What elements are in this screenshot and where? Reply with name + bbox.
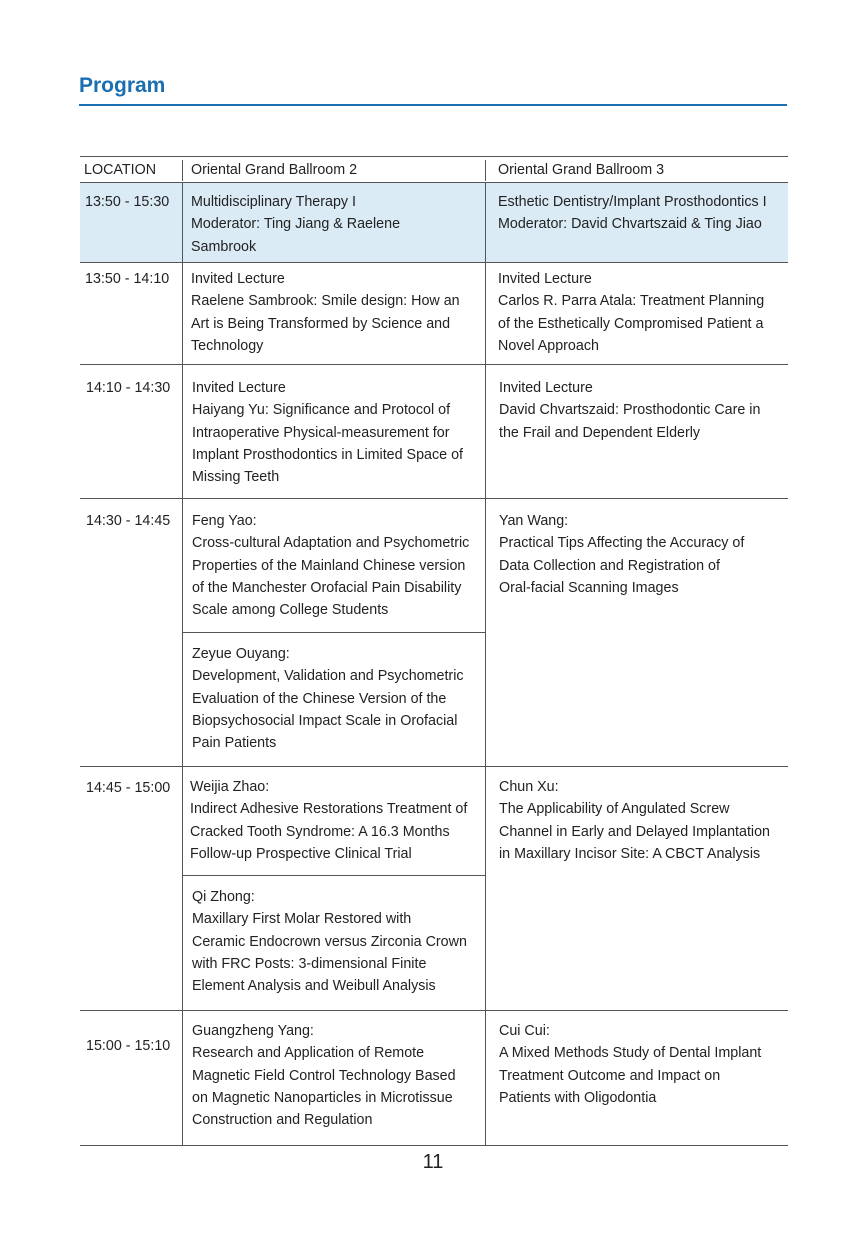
cell-line: Properties of the Mainland Chinese version <box>192 557 466 574</box>
column-rule <box>485 160 486 181</box>
row-ballroom-3 <box>499 377 760 444</box>
cell-line: Indirect Adhesive Restorations Treatment of <box>190 801 468 818</box>
page-heading: Program <box>79 74 166 97</box>
cell-line: A Mixed Methods Study of Dental Implant <box>499 1045 762 1062</box>
cell-line: Missing Teeth <box>192 469 280 486</box>
page-number: 11 <box>422 1151 444 1173</box>
cell-line: Construction and Regulation <box>192 1112 373 1129</box>
cell-line: Cracked Tooth Syndrome: A 16.3 Months <box>190 823 450 840</box>
column-rule <box>182 182 183 1145</box>
cell-line: Invited Lecture <box>498 271 592 287</box>
cell-line: Invited Lecture <box>192 380 286 396</box>
row-time: 14:45 - 15:00 <box>86 780 171 796</box>
row-time: 14:10 - 14:30 <box>86 380 171 396</box>
cell-line: Follow-up Prospective Clinical Trial <box>190 845 412 862</box>
cell-line: in Maxillary Incisor Site: A CBCT Analysis <box>499 845 761 862</box>
cell-line: the Frail and Dependent Elderly <box>499 424 701 441</box>
cell-line: on Magnetic Nanoparticles in Microtissue <box>192 1089 453 1106</box>
cell-line: of the Esthetically Compromised Patient a <box>498 315 764 332</box>
session-ballroom-2 <box>191 191 400 258</box>
row-rule <box>80 1010 788 1011</box>
row-ballroom-2-second <box>192 643 464 754</box>
cell-line: Haiyang Yu: Significance and Protocol of <box>192 402 451 419</box>
cell-line: Multidisciplinary Therapy I <box>191 194 357 210</box>
cell-line: Carlos R. Parra Atala: Treatment Planning <box>498 293 765 310</box>
cell-line: Practical Tips Affecting the Accuracy of <box>499 535 745 552</box>
column-rule <box>182 160 183 181</box>
cell-line: Data Collection and Registration of <box>499 557 720 574</box>
row-rule <box>80 498 788 499</box>
cell-line: Magnetic Field Control Technology Based <box>192 1067 456 1084</box>
cell-line: Treatment Outcome and Impact on <box>499 1067 721 1084</box>
row-rule <box>80 262 788 263</box>
cell-line: Patients with Oligodontia <box>499 1089 657 1106</box>
session-ballroom-3 <box>498 191 767 236</box>
header-rule <box>80 182 788 183</box>
cell-line: Qi Zhong: <box>192 889 255 905</box>
subrow-rule <box>182 632 485 633</box>
cell-line: Maxillary First Molar Restored with <box>192 911 412 928</box>
cell-line: Channel in Early and Delayed Implantation <box>499 823 771 840</box>
row-time: 15:00 - 15:10 <box>86 1038 171 1054</box>
row-ballroom-3 <box>499 1020 761 1109</box>
cell-line: Cross-cultural Adaptation and Psychometric <box>192 535 470 552</box>
cell-line: Moderator: David Chvartszaid & Ting Jiao <box>498 216 762 233</box>
table-bottom-rule <box>80 1145 788 1146</box>
cell-line: Implant Prosthodontics in Limited Space of <box>192 446 463 463</box>
heading-rule <box>79 104 787 106</box>
subrow-rule <box>182 875 485 876</box>
cell-line: Scale among College Students <box>192 602 389 619</box>
cell-line: Oral-facial Scanning Images <box>499 579 679 596</box>
cell-line: David Chvartszaid: Prosthodontic Care in <box>499 402 761 419</box>
header-ballroom-3: Oriental Grand Ballroom 3 <box>498 162 665 178</box>
cell-line: Novel Approach <box>498 337 599 354</box>
cell-line: Development, Validation and Psychometric <box>192 668 464 685</box>
header-ballroom-2: Oriental Grand Ballroom 2 <box>191 162 358 178</box>
row-ballroom-2-second <box>192 886 467 997</box>
cell-line: Ceramic Endocrown versus Zirconia Crown <box>192 933 467 950</box>
cell-line: Art is Being Transformed by Science and <box>191 315 451 332</box>
cell-line: Invited Lecture <box>191 271 285 287</box>
session-time: 13:50 - 15:30 <box>85 194 170 210</box>
row-ballroom-2 <box>192 377 463 488</box>
cell-line: Feng Yao: <box>192 513 257 529</box>
row-ballroom-3 <box>498 268 764 357</box>
cell-line: Chun Xu: <box>499 779 559 795</box>
cell-line: Moderator: Ting Jiang & Raelene <box>191 216 401 233</box>
cell-line: Guangzheng Yang: <box>192 1023 314 1039</box>
row-rule <box>80 364 788 365</box>
cell-line: Zeyue Ouyang: <box>192 646 290 662</box>
cell-line: Cui Cui: <box>499 1023 550 1039</box>
column-rule <box>485 182 486 1145</box>
row-ballroom-3 <box>499 776 770 865</box>
cell-line: with FRC Posts: 3-dimensional Finite <box>192 955 427 972</box>
cell-line: Evaluation of the Chinese Version of the <box>192 690 447 707</box>
row-ballroom-2-first <box>192 510 469 621</box>
cell-line: The Applicability of Angulated Screw <box>499 801 730 818</box>
row-rule <box>80 766 788 767</box>
cell-line: Esthetic Dentistry/Implant Prosthodontics I <box>498 194 767 210</box>
cell-line: Invited Lecture <box>499 380 593 396</box>
cell-line: Sambrook <box>191 238 257 255</box>
cell-line: Biopsychosocial Impact Scale in Orofacial <box>192 712 458 729</box>
header-location: LOCATION <box>84 162 157 178</box>
cell-line: Element Analysis and Weibull Analysis <box>192 978 436 995</box>
cell-line: Technology <box>191 337 264 354</box>
cell-line: Pain Patients <box>192 735 277 752</box>
cell-line: Weijia Zhao: <box>190 779 270 795</box>
cell-line: of the Manchester Orofacial Pain Disability <box>192 579 462 596</box>
row-time: 14:30 - 14:45 <box>86 513 171 529</box>
row-time: 13:50 - 14:10 <box>85 271 170 287</box>
cell-line: Research and Application of Remote <box>192 1045 425 1062</box>
row-ballroom-2-first <box>190 776 467 865</box>
row-ballroom-3 <box>499 510 744 599</box>
cell-line: Raelene Sambrook: Smile design: How an <box>191 293 460 310</box>
table-top-rule <box>80 156 788 157</box>
row-ballroom-2 <box>191 268 460 357</box>
row-ballroom-2 <box>192 1020 456 1131</box>
cell-line: Yan Wang: <box>499 513 569 529</box>
cell-line: Intraoperative Physical-measurement for <box>192 424 450 441</box>
